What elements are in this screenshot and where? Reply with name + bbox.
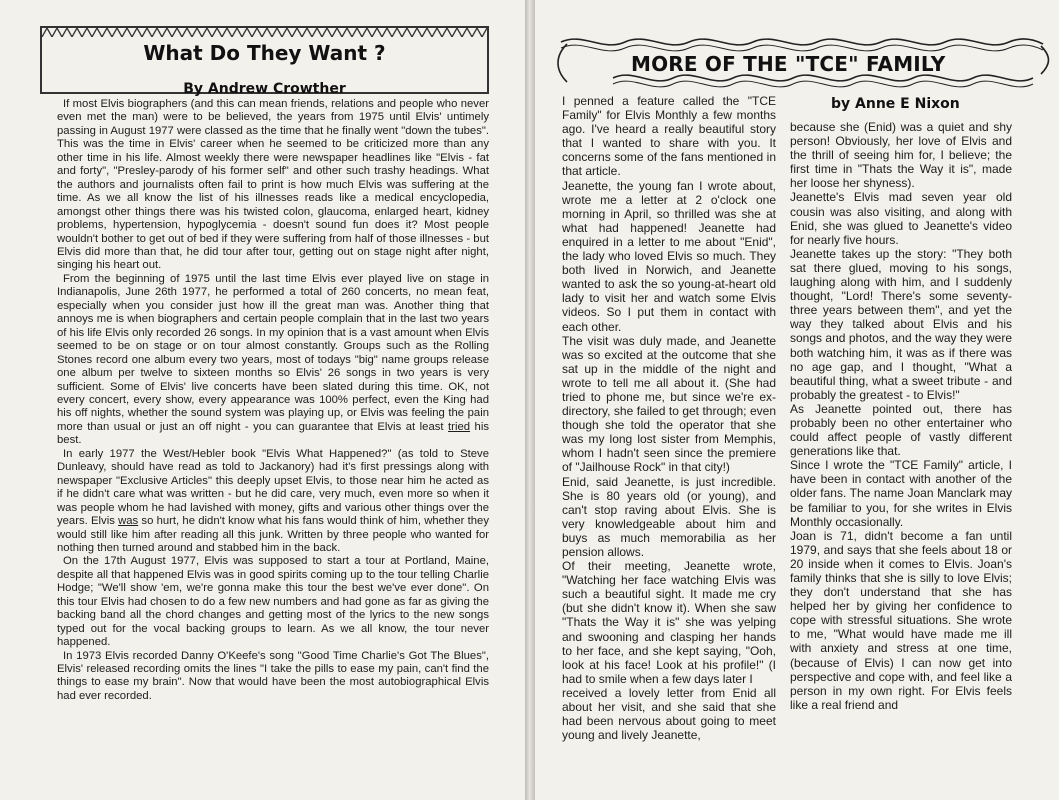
article-title: MORE OF THE "TCE" FAMILY [631, 52, 946, 76]
paragraph: In early 1977 the West/Hebler book "Elvis What Happened?" (as told to Steve Dunleavy, should have read as told to Jackanory) had it's first pressings along with newspaper "Exclusive Articles" this deeply upset Elvis, to those near him he acted as if he didn't care what was written - but he did care, very much, even more so when it was people whom he had lavished with money, gifts and various other things over the years. Elvis was so hurt, he didn't know what his fans would think of him, whether they would still like him after reading all this junk. Written by three people who wanted for nothing then turned around and stabbed him in the back. [57, 447, 489, 554]
title-box [40, 26, 489, 97]
paragraph: On the 17th August 1977, Elvis was supposed to start a tour at Portland, Maine, despite all that happened Elvis was in good spirits coming up to the tour telling Charlie Hodge; "We'll show 'em, we're gonna make this tour the best we've ever done". On this tour Elvis had chosen to do a few new numbers and had gone as far as giving the backing band all the chord changes and getting most of the lyrics to the new songs typed out for the vocal backing groups to learn. As we all know, the tour never happened. [57, 555, 489, 649]
left-page [0, 0, 525, 800]
right-page [535, 0, 1059, 800]
paragraph: Jeanette takes up the story: "They both sat there glued, moving to his songs, laughing along with him, and I suddenly thought, "Lord! There's some seventy-three years between them", and yet the way they talked about Elvis and his songs and photos, and the way they were both watching him, it was as if there was no age gap, and I thought, "What a beautiful thing, what a sweet tribute - and probably the greatest - to Elvis!" [790, 246, 1012, 402]
article-body [57, 98, 489, 703]
text-column-right [790, 120, 1012, 712]
underlined-word: was [118, 515, 139, 528]
paragraph: The visit was duly made, and Jeanette was so excited at the outcome that she sat up in the middle of the night and wrote to tell me all about it. (She had tried to phone me, but since we're ex-directory, she failed to get through; even though she told the operator that she was my long lost sister from Memphis, whom I hadn't seen since the premiere of "Jailhouse Rock" in that city!) [562, 333, 776, 475]
zigzag-border-top [42, 28, 487, 37]
paragraph: Jeanette's Elvis mad seven year old cousin was also visiting, and along with Enid, she was glued to Jeanette's video for nearly five hours. [790, 190, 1012, 247]
paragraph: From the beginning of 1975 until the last time Elvis ever played live on stage in Indianapolis, June 26th 1977, he performed a total of 260 concerts, no mean feat, especially when you consider just how ill the great man was. Another thing that annoys me is when biographers and certain people complain that in the last two years of his life Elvis only recorded 26 songs. In my opinion that is a vast amount when Elvis seemed to be on stage or on tour almost constantly. Groups such as the Rolling Stones record one album every two years, most of todays "big" name groups release one album per twelve to sixteen months so Elvis' 26 songs in two years is very sufficient. Some of Elvis' live concerts have been slated during this time. OK, not every concert, every show, every appearance was 100% perfect, even the King had his off nights, whether the sound system was playing up, or Elvis was feeling the pain more than usual or just an off night - you can guarantee that Elvis at least tried his best. [57, 272, 489, 447]
underlined-word: tried [448, 420, 471, 433]
text-column-left [562, 94, 776, 742]
paragraph: If most Elvis biographers (and this can mean friends, relations and people who never even met the man) were to be believed, the years from 1975 until Elvis' untimely passing in August 1977 were classed as the time that he finally went "down the tubes". This was the time in Elvis' career when he seemed to be criticized more than any other time in his life. Almost weekly there were newspaper headlines like "Elvis - fat and forty", "Presley-parody of his former self" and other such trashy headings. What the authors and journalists often fail to print is how much Elvis was suffering at the time. As we all know the list of his illnesses reads like a medical encyclopedia, amongst other things there was his twisted colon, glaucoma, enlarged heart, kidney problems, hypertension, hypoglycemia - doesn't sound fun does it? Most people wouldn't bother to get out of bed if they were suffering from half of those illnesses - but Elvis did more than that, he did tour after tour, getting out on stage night after night, singing his heart out. [57, 98, 489, 272]
paragraph: Enid, said Jeanette, is just incredible. She is 80 years old (or young), and can't stop raving about Elvis. She is very knowledgeable about him and buys as much memorabilia as her pension allows. [562, 474, 776, 559]
page-gutter [525, 0, 535, 800]
paragraph: Jeanette, the young fan I wrote about, wrote me a letter at 2 o'clock one morning in April, so thrilled was she at what had happened! Jeanette had enquired in a letter to me about "Enid", the lady who loved Elvis so much. They both lived in Norwich, and Jeanette wanted to ask the so young-at-heart old lady to visit her and watch some Elvis videos. So I put them in contact with each other. [562, 178, 776, 334]
paragraph: Joan is 71, didn't become a fan until 1979, and says that she feels about 18 or 20 inside when it comes to Elvis. Joan's family thinks that she is silly to love Elvis; they don't understand that she has helped her by giving her confidence to cope with stressful situations. She wrote to me, "What would have made me ill with anxiety and stress at one time, (because of Elvis) I can now get into perspective and cope with, and feel like a person in my own right. For Elvis feels like a real friend and [790, 528, 1012, 712]
paragraph: Of their meeting, Jeanette wrote, "Watching her face watching Elvis was such a beautiful sight. It made me cry (but she didn't know it). When she saw "Thats the Way it is" she was yelping and swooning and clasping her hands to her face, and she kept saying, "Ooh, look at his face! Look at his profile!" (I had to smile when a few days later I [562, 559, 776, 686]
paragraph: In 1973 Elvis recorded Danny O'Keefe's song "Good Time Charlie's Got The Blues", Elvis' released recording omits the lines "I take the pills to ease my pain, can't find the things to ease my brain". Now that would have been the most autobiographical Elvis had ever recorded. [57, 649, 489, 702]
paragraph: because she (Enid) was a quiet and shy person! Obviously, her love of Elvis and the thrill of seeing him for, I believe; the first time in "Thats the Way it is", made her loose her shyness). [790, 120, 1012, 191]
article-title: What Do They Want ? [143, 41, 386, 65]
paragraph: Since I wrote the "TCE Family" article, I have been in contact with another of the older fans. The name Joan Manclark may be familiar to you, for she writes in Elvis Monthly occasionally. [790, 458, 1012, 529]
article-byline: by Anne E Nixon [831, 96, 960, 112]
article-byline: By Andrew Crowther [183, 81, 346, 97]
paragraph: As Jeanette pointed out, there has probably been no other entertainer who could affect people of vastly different generations like that. [790, 401, 1012, 459]
paragraph: received a lovely letter from Enid all about her visit, and she said that she had been nervous about going to meet young and lively Jeanette, [562, 685, 776, 743]
paragraph: I penned a feature called the "TCE Family" for Elvis Monthly a few months ago. I've heard a really beautiful story that I wanted to share with you. It concerns some of the fans mentioned in that article. [562, 94, 776, 179]
